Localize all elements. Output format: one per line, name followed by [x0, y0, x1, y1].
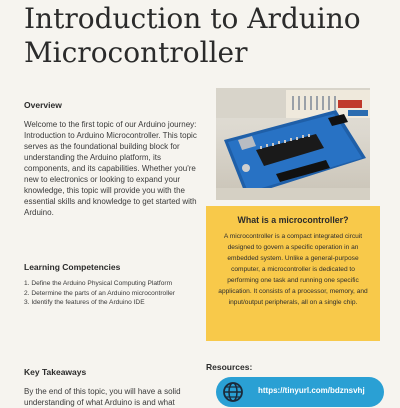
arduino-board-photo	[216, 88, 370, 200]
overview-heading: Overview	[24, 100, 62, 110]
list-item: 3. Identify the features of the Arduino IDE	[24, 299, 145, 306]
competencies-list	[24, 279, 204, 308]
takeaways-heading: Key Takeaways	[24, 367, 87, 377]
page-title: Introduction to Arduino Microcontroller	[24, 2, 361, 69]
microcontroller-callout	[206, 206, 380, 341]
callout-text: A microcontroller is a compact integrated circuit designed to govern a specific operation in an embedded system. Unlike a general-purpose computer, a microcontroller is dedicated to performing one task and running one specific application. It consists of a processor, memory, and input/output peripherals, all on a single chip.	[218, 233, 368, 306]
competencies-heading: Learning Competencies	[24, 262, 121, 272]
list-item: 1. Define the Arduino Physical Computing Platform	[24, 280, 173, 287]
overview-text: Welcome to the first topic of our Arduino journey: Introduction to Arduino Microcontroller. This topic serves as the foundational building block for understanding the Arduino platform, its components, and its capabilities. Whether you're new to electronics or looking to expand your knowledge, this topic will provide you with the essential skills and knowledge to get started with Arduino.	[24, 120, 197, 217]
resource-link-button[interactable]	[216, 377, 384, 407]
list-item: 2. Determine the parts of an Arduino microcontroller	[24, 289, 175, 297]
callout-heading: What is a microcontroller?	[237, 215, 349, 225]
takeaways-text: By the end of this topic, you will have a solid understanding of what Arduino is and what	[24, 387, 181, 407]
resources-heading: Resources:	[206, 362, 253, 372]
resource-link[interactable]: https://tinyurl.com/bdznsvhj	[258, 386, 365, 395]
